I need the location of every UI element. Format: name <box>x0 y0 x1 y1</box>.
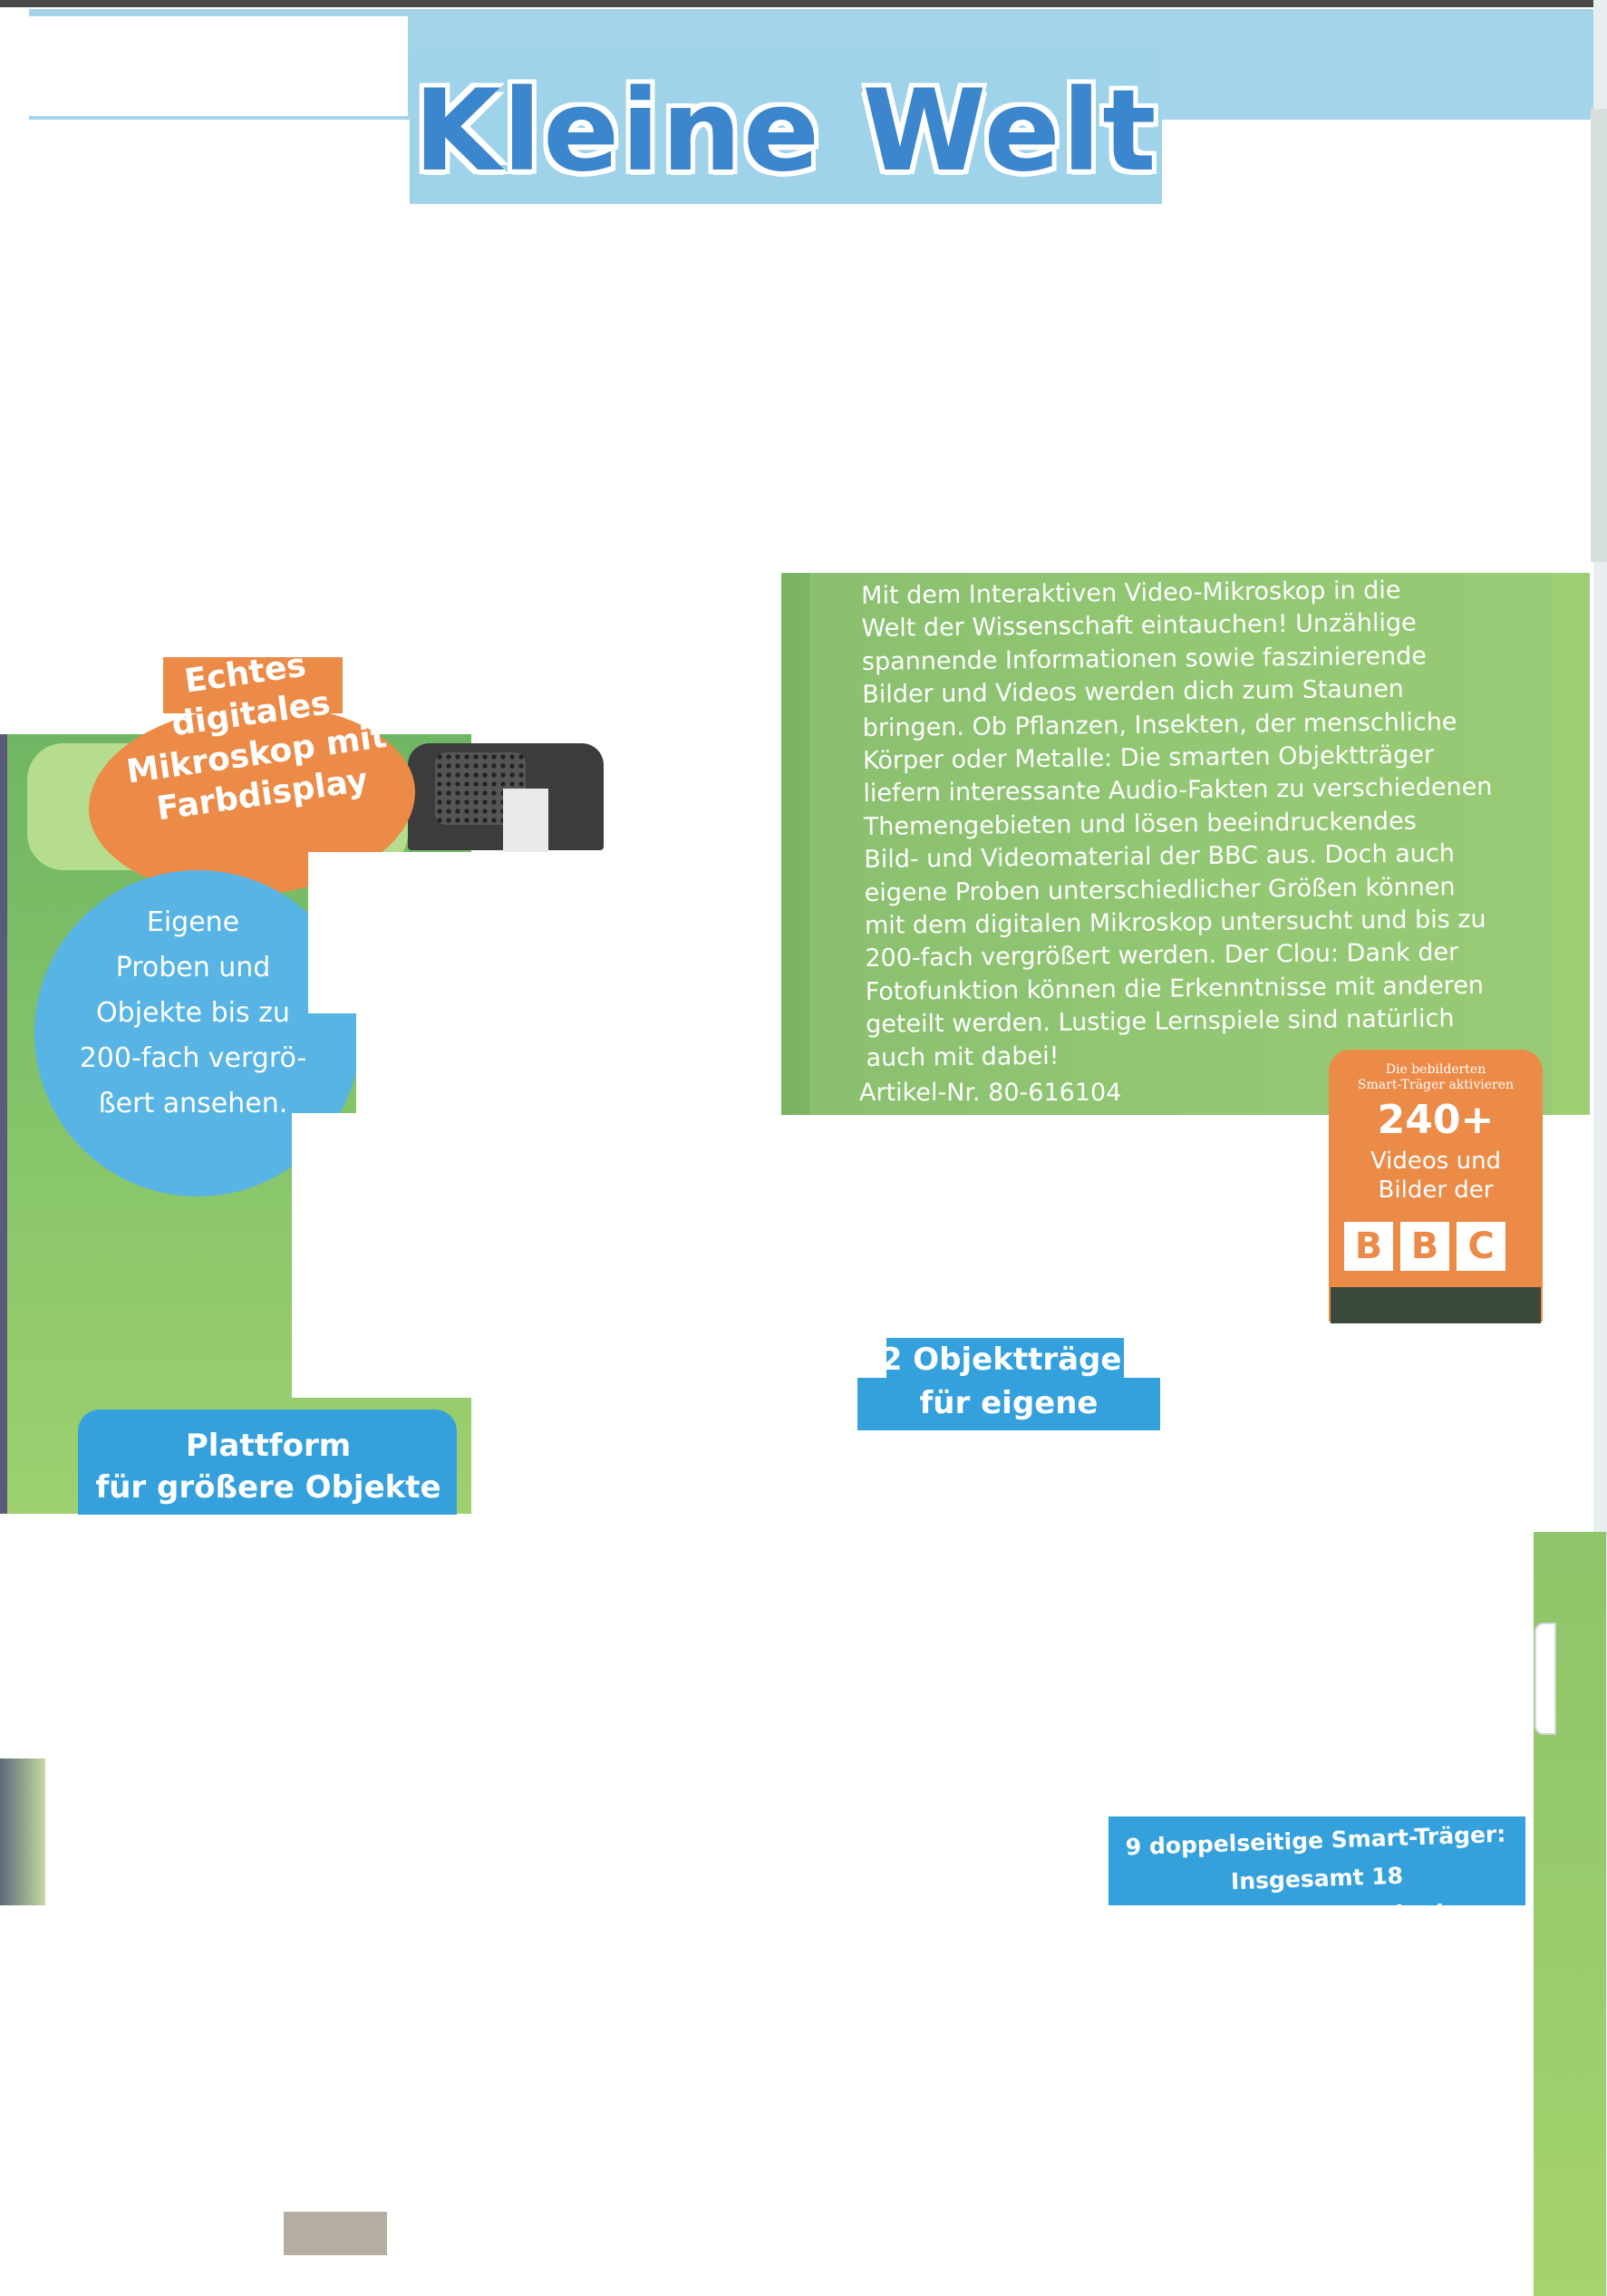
bbc-badge-caption: Die bebilderten Smart-Träger aktivieren <box>1357 1062 1515 1092</box>
product-description: Mit dem Interaktiven Video-Mikroskop in die Welt der Wissenschaft eintauchen! Unzählige spannende Informationen sowie faszinierende Bilder und Videos werden dich zum Staunen bringen. Ob Pflanzen, Insekten, der menschliche Körper oder Metalle: Die smarten Objektträger liefern interessante Audio-Fakten zu verschiedenen Themengebieten und lösen beeindruckendes Bild- und Videomaterial der BBC aus. Doch auch eigene Proben unterschiedlicher Größen können mit dem digitalen Mikroskop untersucht und bis zu 200-fach vergrößert werden. Der Clou: Dank der Fotofunktion können die Erkenntnisse mit anderen geteilt werden. Lustige Lernspiele sind natürlich auch mit dabei! <box>861 576 1493 1072</box>
page-tab-fragment <box>1534 1623 1556 1735</box>
redacted-area <box>356 1013 746 1113</box>
image-fragment-left <box>0 1758 45 1905</box>
page-title: Kleine Welt <box>413 66 1158 197</box>
bbc-logo-letter: B <box>1344 1222 1393 1271</box>
platform-badge-text: Plattform für größere Objekte <box>95 1428 441 1506</box>
image-fragment-bottom <box>284 2212 387 2255</box>
bbc-video-count: 240+ <box>1377 1097 1495 1143</box>
bbc-badge-subtitle: Videos und Bilder der <box>1370 1148 1502 1204</box>
redacted-area <box>308 852 471 1013</box>
smart-slide-image-fragment <box>1331 1287 1541 1323</box>
redacted-area <box>0 16 408 116</box>
bbc-logo-letter: C <box>1457 1222 1505 1271</box>
article-number: Artikel-Nr. 80-616104 <box>859 1079 1122 1107</box>
samples-badge-text: Eigene Proben und Objekte bis zu 200-fach vergrö- ßert ansehen. <box>79 906 307 1119</box>
page-top-edge <box>0 0 1607 7</box>
redacted-area <box>292 1113 745 1398</box>
bbc-logo <box>1334 1222 1515 1274</box>
slides-badge-text: 2 Objektträger für eigene Proben <box>880 1342 1137 1465</box>
smart-slides-badge-text: 9 doppelseitige Smart-Träger: Insgesamt 18 Wissenskategorien! <box>1125 1820 1506 1934</box>
microscope-part-image <box>503 789 548 852</box>
microscope-badge-text: Echtes digitales Mikroskop mit Farbdisplay <box>124 646 390 828</box>
product-image-edge <box>0 734 7 1514</box>
page-right-edge-fragment <box>1591 109 1607 562</box>
bbc-logo-letter: B <box>1400 1222 1449 1271</box>
